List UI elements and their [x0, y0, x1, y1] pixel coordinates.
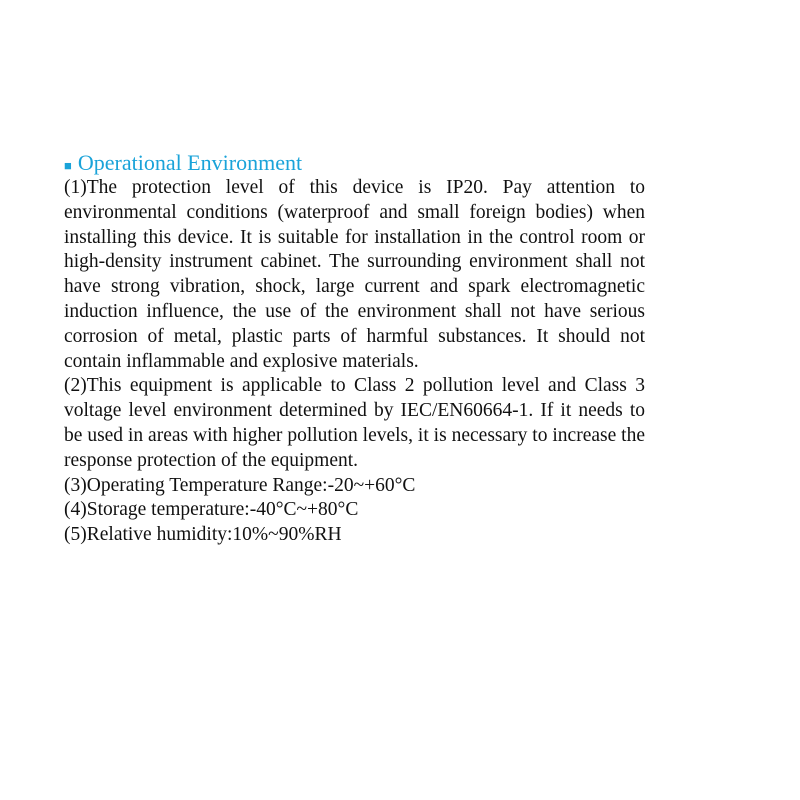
paragraph-relative-humidity: (5)Relative humidity:10%~90%RH: [64, 524, 342, 546]
section-heading-text: Operational Environment: [77, 150, 303, 175]
paragraph-pollution-level: (2)This equipment is applicable to Class 2 pollution level and Class 3 voltage level environment determined by IEC/EN60664-1. If it needs to be used in areas with higher pollution levels, it is necessary to increase the response protection of the equipment.: [64, 375, 645, 471]
square-bullet-icon: ■: [64, 158, 72, 173]
section-heading: [64, 150, 645, 176]
document-section: [64, 150, 645, 548]
paragraph-operating-temperature: (3)Operating Temperature Range:-20~+60°C: [64, 474, 416, 496]
paragraph-storage-temperature: (4)Storage temperature:-40°C~+80°C: [64, 499, 359, 521]
paragraph-protection-level: (1)The protection level of this device is IP20. Pay attention to environmental conditions (waterproof and small foreign bodies) when installing this device. It is suitable for installation in the control room or high-density instrument cabinet. The surrounding environment shall not have strong vibration, shock, large current and spark electromagnetic induction influence, the use of the environment shall not have serious corrosion of metal, plastic parts of harmful substances. It should not contain inflammable and explosive materials.: [64, 177, 645, 372]
